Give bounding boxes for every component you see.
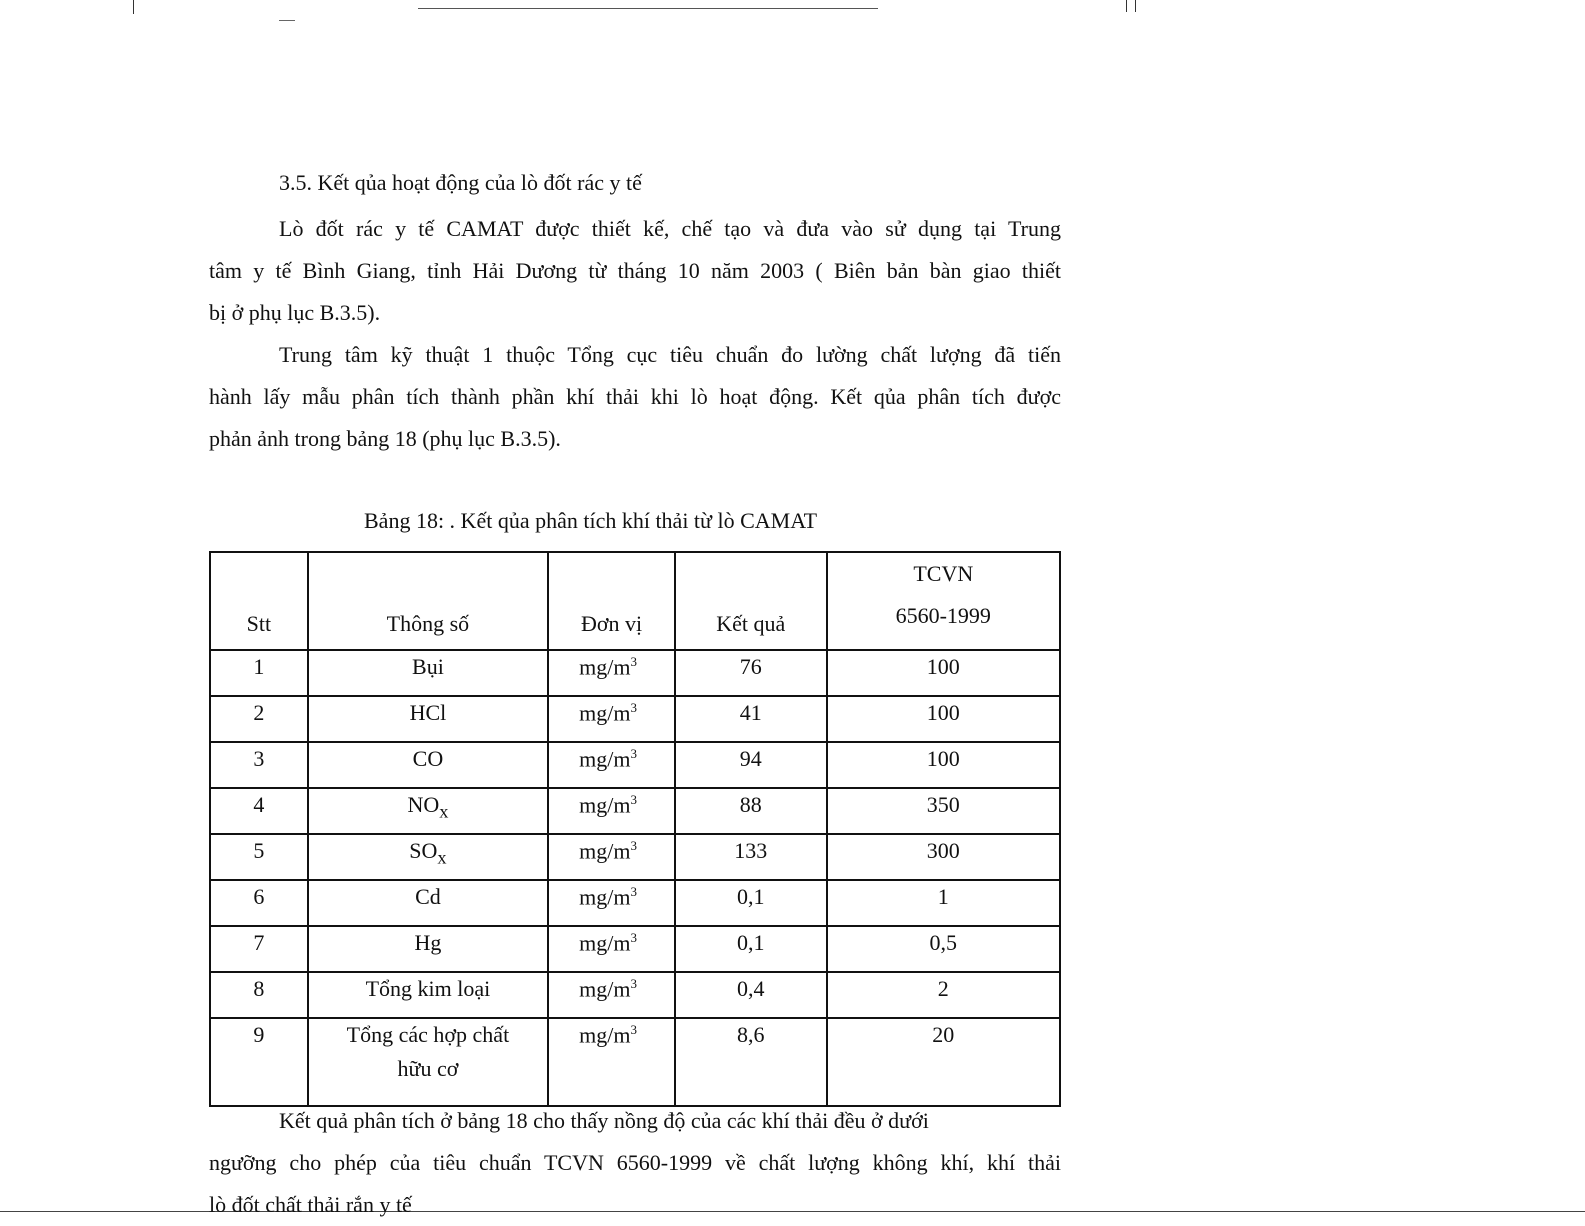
param-name: HCl xyxy=(409,700,447,725)
unit-text: mg/m xyxy=(579,838,631,864)
conclusion-line-1: Kết quả phân tích ở bảng 18 cho thấy nồng độ của các khí thải đều ở dưới xyxy=(279,1108,929,1133)
cell-limit: 350 xyxy=(827,788,1060,834)
param-name: CO xyxy=(412,746,444,771)
param-subscript: x xyxy=(437,847,447,868)
cell-limit: 2 xyxy=(827,972,1060,1018)
unit-superscript: 3 xyxy=(630,1022,637,1037)
cell-limit: 300 xyxy=(827,834,1060,880)
table-row xyxy=(210,880,1060,926)
header-tcvn-line2: 6560-1999 xyxy=(895,603,991,628)
table-row xyxy=(210,696,1060,742)
paragraph-2-line-2: hành lấy mẫu phân tích thành phần khí thải khi lò hoạt động. Kết qủa phân tích được xyxy=(209,384,1061,409)
cell-param xyxy=(308,696,548,742)
paragraph-2-line-3: phản ảnh trong bảng 18 (phụ lục B.3.5). xyxy=(209,426,561,451)
table-row xyxy=(210,972,1060,1018)
unit-text: mg/m xyxy=(579,1022,631,1048)
param-name: Tổng các hợp chất xyxy=(346,1022,510,1047)
cell-result: 8,6 xyxy=(675,1018,827,1106)
cell-stt: 4 xyxy=(210,788,308,834)
unit-superscript: 3 xyxy=(630,792,637,807)
unit-text: mg/m xyxy=(579,976,631,1002)
param-name: Bụi xyxy=(412,654,444,679)
param-name: Cd xyxy=(415,884,441,909)
scan-artifact-dash xyxy=(279,20,295,21)
cell-unit xyxy=(548,834,675,880)
cell-stt: 8 xyxy=(210,972,308,1018)
unit-superscript: 3 xyxy=(630,746,637,761)
cell-param xyxy=(308,926,548,972)
cell-param xyxy=(308,1018,548,1106)
cell-param xyxy=(308,788,548,834)
param-name: Hg xyxy=(414,930,442,955)
unit-superscript: 3 xyxy=(630,884,637,899)
scan-artifact-left xyxy=(133,0,134,14)
paragraph-1-line-2: tâm y tế Bình Giang, tỉnh Hải Dương từ tháng 10 năm 2003 ( Biên bản bàn giao thiết xyxy=(209,258,1061,283)
conclusion-line-2: ngưỡng cho phép của tiêu chuẩn TCVN 6560-1999 về chất lượng không khí, khí thải xyxy=(209,1150,1061,1175)
cell-result: 0,1 xyxy=(675,926,827,972)
unit-text: mg/m xyxy=(579,792,631,818)
param-subscript: x xyxy=(439,801,449,822)
cell-stt: 2 xyxy=(210,696,308,742)
scan-artifact-top-rule xyxy=(418,8,878,9)
cell-limit: 100 xyxy=(827,742,1060,788)
table-row xyxy=(210,1018,1060,1106)
unit-text: mg/m xyxy=(579,884,631,910)
param-name-line2: hữu cơ xyxy=(397,1056,459,1081)
section-heading: 3.5. Kết qủa hoạt động của lò đốt rác y tế xyxy=(279,170,642,195)
cell-unit xyxy=(548,788,675,834)
table-row xyxy=(210,788,1060,834)
cell-unit xyxy=(548,696,675,742)
cell-stt: 9 xyxy=(210,1018,308,1106)
cell-stt: 3 xyxy=(210,742,308,788)
table-header-row xyxy=(210,552,1060,650)
unit-superscript: 3 xyxy=(630,930,637,945)
cell-param xyxy=(308,742,548,788)
cell-result: 41 xyxy=(675,696,827,742)
cell-stt: 5 xyxy=(210,834,308,880)
scan-artifact-right-a xyxy=(1126,0,1127,12)
cell-stt: 1 xyxy=(210,650,308,696)
cell-limit: 0,5 xyxy=(827,926,1060,972)
unit-superscript: 3 xyxy=(630,976,637,991)
unit-superscript: 3 xyxy=(630,838,637,853)
param-name: SO xyxy=(409,838,438,863)
cell-param xyxy=(308,650,548,696)
header-tcvn-line1: TCVN xyxy=(913,561,974,586)
param-name: Tổng kim loại xyxy=(365,976,491,1001)
header-param: Thông số xyxy=(308,552,548,650)
table-caption: Bảng 18: . Kết qủa phân tích khí thải từ lò CAMAT xyxy=(364,508,818,533)
cell-unit xyxy=(548,1018,675,1106)
scan-artifact-right-b xyxy=(1135,0,1136,12)
cell-param xyxy=(308,880,548,926)
cell-unit xyxy=(548,972,675,1018)
cell-limit: 100 xyxy=(827,650,1060,696)
unit-text: mg/m xyxy=(579,700,631,726)
results-table xyxy=(209,551,1061,1107)
cell-unit xyxy=(548,742,675,788)
cell-stt: 7 xyxy=(210,926,308,972)
cell-stt: 6 xyxy=(210,880,308,926)
cell-result: 0,1 xyxy=(675,880,827,926)
paragraph-1-line-1: Lò đốt rác y tế CAMAT được thiết kế, chế tạo và đưa vào sử dụng tại Trung xyxy=(279,216,1061,241)
cell-unit xyxy=(548,926,675,972)
paragraph-2 xyxy=(209,334,1061,460)
unit-text: mg/m xyxy=(579,654,631,680)
cell-param xyxy=(308,972,548,1018)
param-name: NO xyxy=(407,792,440,817)
cell-unit xyxy=(548,880,675,926)
unit-text: mg/m xyxy=(579,930,631,956)
cell-result: 0,4 xyxy=(675,972,827,1018)
cell-unit xyxy=(548,650,675,696)
table-row xyxy=(210,834,1060,880)
header-stt: Stt xyxy=(210,552,308,650)
conclusion-paragraph xyxy=(209,1100,1061,1226)
paragraph-1 xyxy=(209,208,1061,334)
unit-superscript: 3 xyxy=(630,654,637,669)
paragraph-2-line-1: Trung tâm kỹ thuật 1 thuộc Tổng cục tiêu chuẩn đo lường chất lượng đã tiến xyxy=(279,342,1061,367)
header-result: Kết quả xyxy=(675,552,827,650)
conclusion-line-3: lò đốt chất thải rắn y tế xyxy=(209,1192,412,1217)
cell-result: 133 xyxy=(675,834,827,880)
table-row xyxy=(210,650,1060,696)
header-unit: Đơn vị xyxy=(548,552,675,650)
header-tcvn xyxy=(827,552,1060,650)
cell-result: 76 xyxy=(675,650,827,696)
cell-limit: 1 xyxy=(827,880,1060,926)
cell-result: 88 xyxy=(675,788,827,834)
cell-limit: 20 xyxy=(827,1018,1060,1106)
cell-param xyxy=(308,834,548,880)
cell-limit: 100 xyxy=(827,696,1060,742)
table-row xyxy=(210,742,1060,788)
unit-text: mg/m xyxy=(579,746,631,772)
cell-result: 94 xyxy=(675,742,827,788)
paragraph-1-line-3: bị ở phụ lục B.3.5). xyxy=(209,300,381,325)
unit-superscript: 3 xyxy=(630,700,637,715)
table-row xyxy=(210,926,1060,972)
